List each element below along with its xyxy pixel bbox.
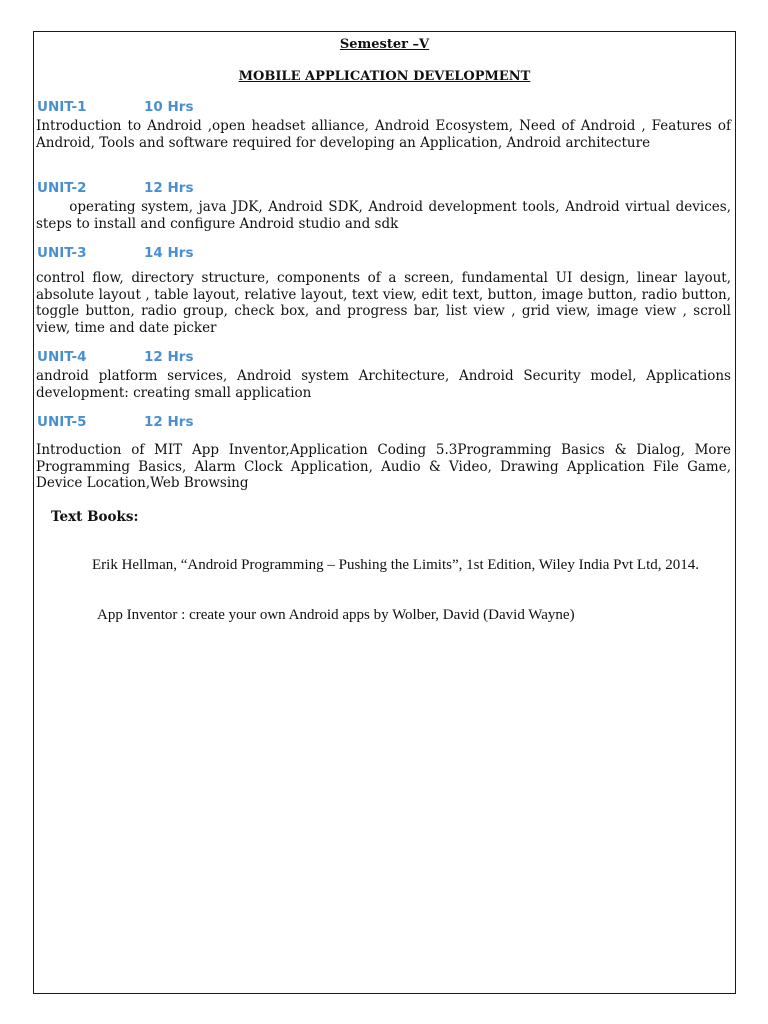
unit-2-heading bbox=[37, 180, 194, 196]
unit-label: UNIT-5 bbox=[37, 414, 87, 430]
unit-1-heading bbox=[37, 99, 194, 115]
unit-hours: 12 Hrs bbox=[144, 180, 194, 196]
text-book-item: Erik Hellman, “Android Programming – Pushing the Limits”, 1st Edition, Wiley India Pvt Ltd, 2014. bbox=[92, 557, 699, 573]
unit-5-content: Introduction of MIT App Inventor,Application Coding 5.3Programming Basics & Dialog, More Programming Basics, Alarm Clock Application, Audio & Video, Drawing Application File Game, Device Location,Web Browsing bbox=[36, 442, 731, 491]
unit-label: UNIT-3 bbox=[37, 245, 87, 261]
unit-5-heading bbox=[37, 414, 194, 430]
unit-label: UNIT-1 bbox=[37, 99, 87, 115]
unit-hours: 12 Hrs bbox=[144, 349, 194, 365]
page-border bbox=[33, 31, 736, 994]
unit-3-content: control flow, directory structure, components of a screen, fundamental UI design, linear layout, absolute layout , table layout, relative layout, text view, edit text, button, image button, radio button, toggle button, radio group, check box, and progress bar, list view , grid view, image view , scroll view, time and date picker bbox=[36, 270, 731, 336]
unit-hours: 12 Hrs bbox=[144, 414, 194, 430]
text-books-heading: Text Books: bbox=[51, 509, 139, 525]
unit-label: UNIT-4 bbox=[37, 349, 87, 365]
course-title: MOBILE APPLICATION DEVELOPMENT bbox=[238, 69, 531, 84]
unit-4-content: android platform services, Android system Architecture, Android Security model, Applications development: creating small application bbox=[36, 368, 731, 401]
unit-label: UNIT-2 bbox=[37, 180, 87, 196]
unit-2-content: operating system, java JDK, Android SDK, Android development tools, Android virtual devices, steps to install and configure Android studio and sdk bbox=[36, 199, 731, 232]
unit-hours: 14 Hrs bbox=[144, 245, 194, 261]
semester-heading: Semester –V bbox=[339, 37, 430, 52]
unit-3-heading bbox=[37, 245, 194, 261]
unit-4-heading bbox=[37, 349, 194, 365]
unit-1-content: Introduction to Android ,open headset alliance, Android Ecosystem, Need of Android , Features of Android, Tools and software required for developing an Application, Android architecture bbox=[36, 118, 731, 151]
unit-hours: 10 Hrs bbox=[144, 99, 194, 115]
text-book-item: App Inventor : create your own Android apps by Wolber, David (David Wayne) bbox=[97, 607, 575, 623]
